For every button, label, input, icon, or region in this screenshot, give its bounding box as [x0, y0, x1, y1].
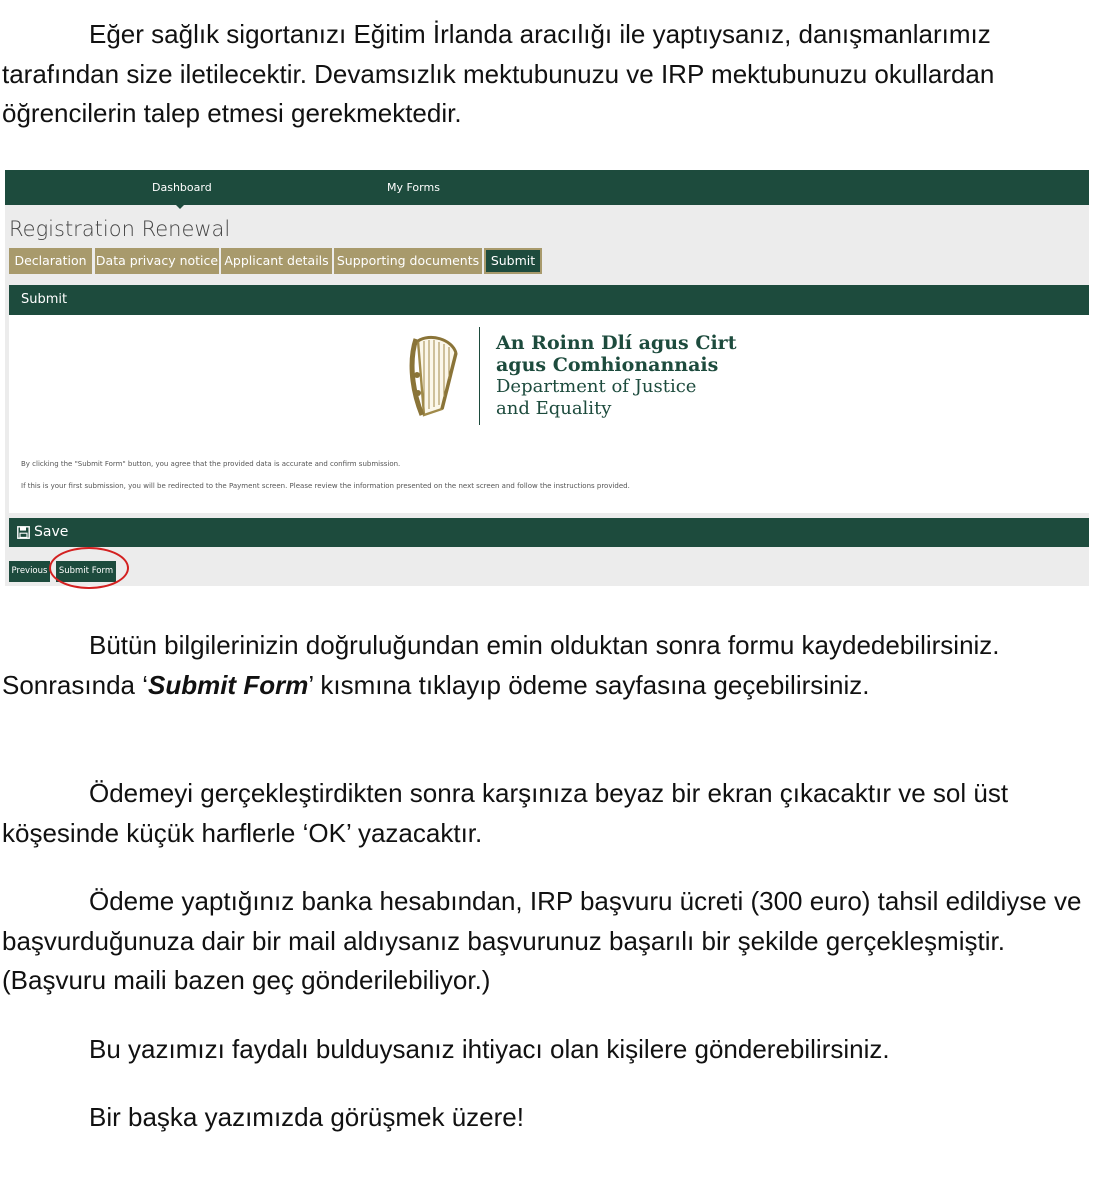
tab-supporting-documents[interactable]: Supporting documents	[334, 248, 482, 274]
section-header: Submit	[9, 285, 1089, 315]
harp-icon	[408, 335, 462, 419]
tab-data-privacy-notice[interactable]: Data privacy notice	[95, 248, 219, 274]
nav-dashboard[interactable]: Dashboard	[152, 181, 212, 194]
confirmation-paragraph: Ödeme yaptığınız banka hesabından, IRP başvuru ücreti (300 euro) tahsil edildiyse ve başvurduğunuza dair bir mail aldıysanız başvurunuz başarılı bir şekilde gerçekleşmiştir. (Başvuru maili bazen geç gönderilebiliyor.)	[2, 886, 1082, 995]
logo-divider	[479, 327, 480, 425]
highlight-circle	[49, 547, 129, 589]
nav-my-forms[interactable]: My Forms	[387, 181, 440, 194]
dept-name-irish-2: agus Comhionannais	[496, 354, 719, 376]
floppy-disk-icon	[17, 526, 30, 539]
payment-paragraph: Ödemeyi gerçekleştirdikten sonra karşınıza beyaz bir ekran çıkacaktır ve sol üst köşesinde küçük harflerle ‘OK’ yazacaktır.	[2, 778, 1009, 848]
dept-name-english-1: Department of Justice	[496, 376, 697, 397]
save-label: Save	[34, 524, 69, 540]
form-screenshot	[5, 170, 1089, 586]
previous-button[interactable]: Previous	[9, 561, 50, 582]
redirect-note: If this is your first submission, you will be redirected to the Payment screen. Please review the information presented on the next screen and follow the instructions provided.	[21, 482, 630, 490]
page-title: Registration Renewal	[9, 217, 231, 241]
closing-paragraph: Bir başka yazımızda görüşmek üzere!	[89, 1102, 524, 1132]
submit-form-button[interactable]: Submit Form	[56, 561, 116, 582]
dept-name-irish-1: An Roinn Dlí agus Cirt	[496, 332, 737, 354]
submit-paragraph: Bütün bilgilerinizin doğruluğundan emin olduktan sonra formu kaydedebilirsiniz. Sonrasında ‘Submit Form’ kısmına tıklayıp ödeme sayfasına geçebilirsiniz.	[2, 630, 1000, 700]
department-logo-text	[496, 332, 736, 420]
tab-applicant-details[interactable]: Applicant details	[221, 248, 332, 274]
tab-declaration[interactable]: Declaration	[9, 248, 92, 274]
active-nav-indicator	[174, 203, 186, 209]
share-paragraph: Bu yazımızı faydalı bulduysanız ihtiyacı olan kişilere gönderebilirsiniz.	[89, 1034, 890, 1064]
tab-submit[interactable]: Submit	[484, 248, 542, 274]
confirmation-note: By clicking the "Submit Form" button, you agree that the provided data is accurate and confirm submission.	[21, 460, 401, 468]
intro-paragraph: Eğer sağlık sigortanızı Eğitim İrlanda aracılığı ile yaptıysanız, danışmanlarımız tarafından size iletilecektir. Devamsızlık mektubunuzu ve IRP mektubunuzu okullardan öğrencilerin talep etmesi gerekmektedir.	[2, 19, 995, 128]
save-button[interactable]	[9, 518, 1089, 547]
top-navigation	[5, 170, 1089, 205]
dept-name-english-2: and Equality	[496, 398, 612, 419]
submit-form-emphasis: Submit Form	[147, 669, 309, 700]
submit-panel	[9, 315, 1089, 513]
